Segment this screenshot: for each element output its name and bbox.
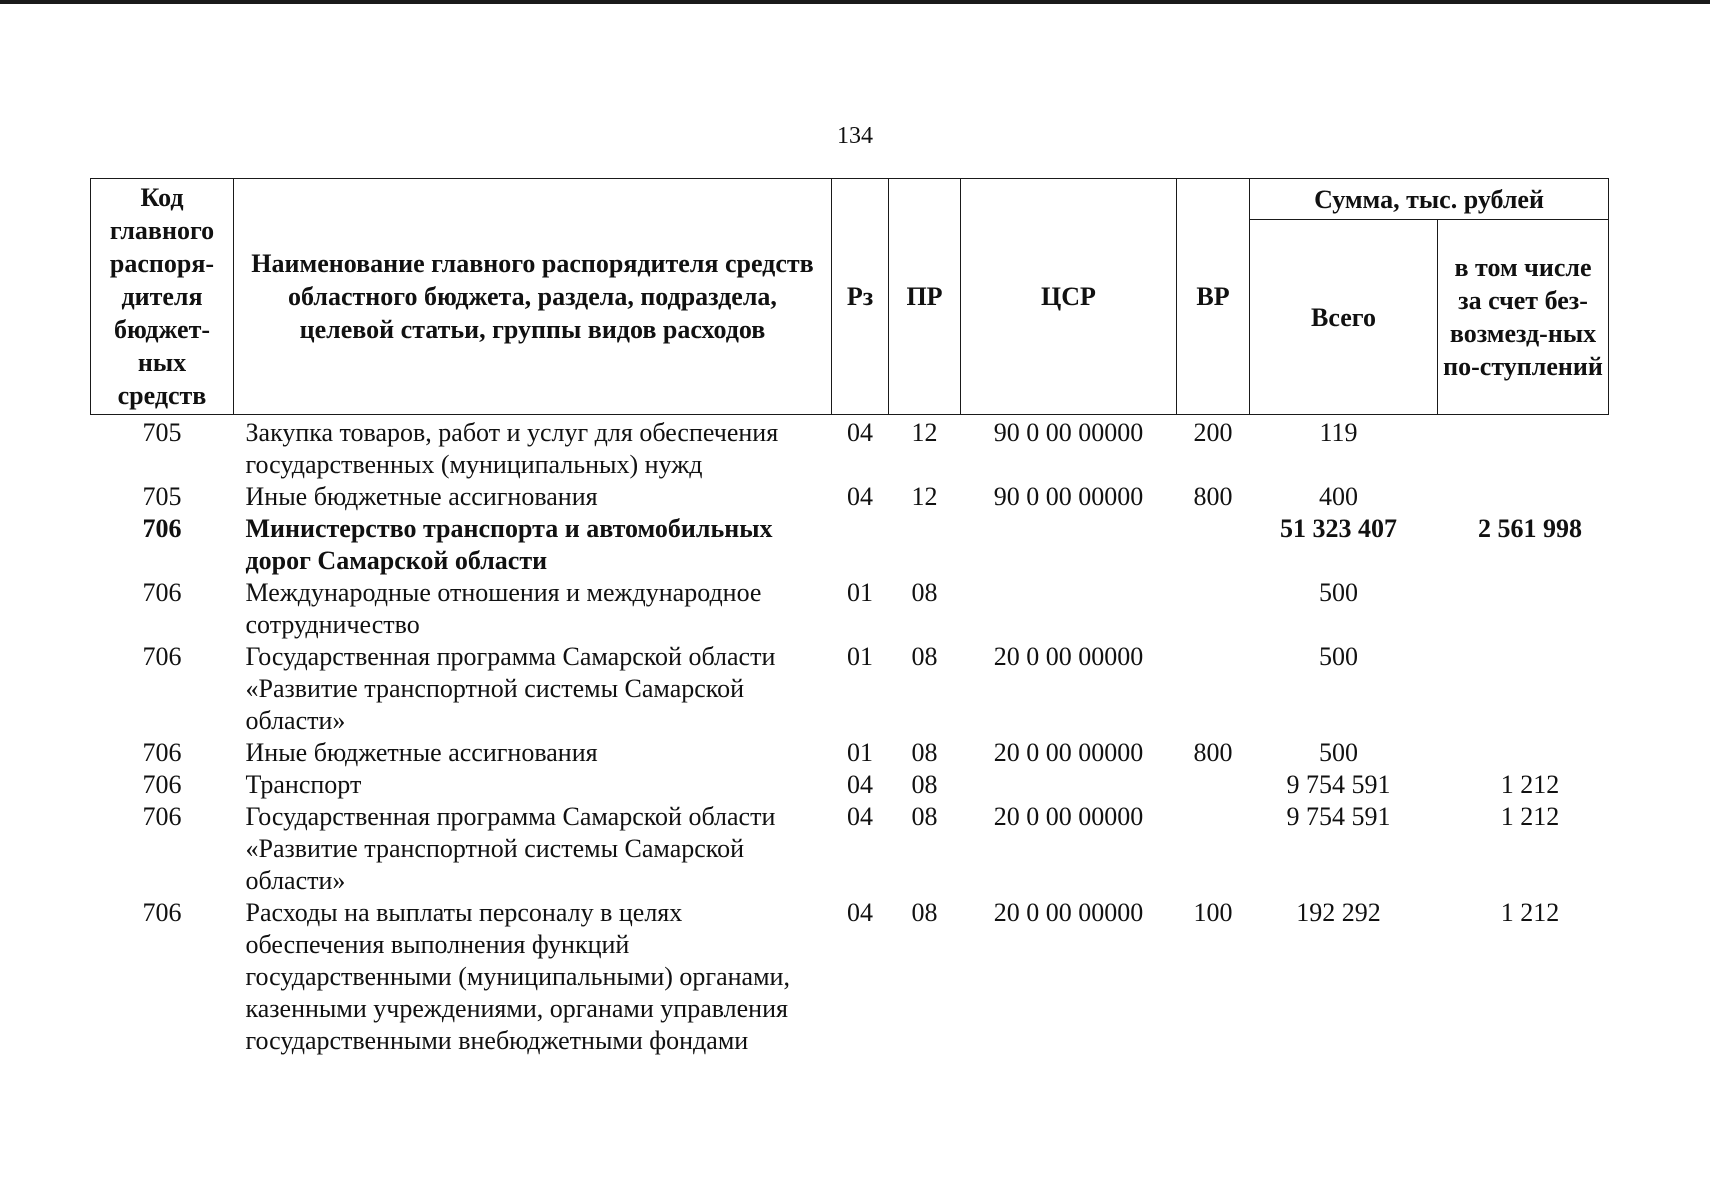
cell-pr — [889, 513, 961, 577]
cell-code: 706 — [142, 578, 182, 607]
cell-pr: 08 — [911, 642, 938, 671]
cell-name: Иные бюджетные ассигнования — [245, 738, 598, 767]
table-row — [91, 415, 1609, 482]
cell-name: Иные бюджетные ассигнования — [245, 482, 598, 511]
cell-vr — [1177, 801, 1250, 897]
cell-csr: 20 0 00 00000 — [993, 802, 1144, 831]
cell-pr: 12 — [911, 418, 938, 447]
cell-total: 51 323 407 — [1280, 514, 1397, 543]
cell-pr: 08 — [911, 802, 938, 831]
header-sum-group: Сумма, тыс. рублей — [1250, 179, 1609, 220]
cell-csr: 20 0 00 00000 — [993, 898, 1144, 927]
cell-total: 9 754 591 — [1286, 802, 1391, 831]
cell-free — [1438, 737, 1609, 769]
cell-rz: 01 — [847, 642, 873, 671]
table-row — [91, 769, 1609, 801]
header-free: в том числе за счет без-возмезд-ных по-ступлений — [1438, 220, 1609, 415]
cell-csr: 20 0 00 00000 — [993, 738, 1144, 767]
cell-code: 706 — [142, 738, 182, 767]
cell-pr: 08 — [911, 578, 938, 607]
cell-name: Министерство транспорта и автомобильных дорог Самарской области — [245, 514, 773, 575]
header-code: Код главного распоря-дителя бюджет-ных средств — [91, 179, 234, 415]
cell-rz: 04 — [847, 802, 873, 831]
cell-vr: 100 — [1193, 898, 1233, 927]
cell-name: Закупка товаров, работ и услуг для обеспечения государственных (муниципальных) нужд — [245, 418, 779, 479]
header-total: Всего — [1250, 220, 1438, 415]
table-row — [91, 513, 1609, 577]
cell-code: 705 — [142, 418, 182, 447]
table-header — [91, 179, 1609, 415]
cell-total: 9 754 591 — [1286, 770, 1391, 799]
cell-code: 705 — [142, 482, 182, 511]
cell-rz: 04 — [847, 898, 873, 927]
cell-rz: 04 — [847, 770, 873, 799]
cell-total: 500 — [1319, 738, 1358, 767]
cell-name: Международные отношения и международное сотрудничество — [245, 578, 762, 639]
cell-name: Транспорт — [245, 770, 362, 799]
cell-vr — [1177, 577, 1250, 641]
cell-free: 1 212 — [1500, 770, 1560, 799]
cell-free: 2 561 998 — [1478, 514, 1582, 543]
cell-total: 119 — [1319, 418, 1358, 447]
cell-code: 706 — [142, 642, 182, 671]
cell-name: Расходы на выплаты персоналу в целях обеспечения выполнения функций государственными (муниципальными) органами, казенными учреждениями, органами управления государственными внебюджетными фондами — [245, 898, 790, 1055]
cell-pr: 08 — [911, 898, 938, 927]
cell-rz — [832, 513, 889, 577]
cell-csr — [961, 513, 1177, 577]
cell-vr — [1177, 769, 1250, 801]
cell-free: 1 212 — [1500, 802, 1560, 831]
header-vr: ВР — [1177, 179, 1250, 415]
cell-vr — [1177, 641, 1250, 737]
header-pr: ПР — [889, 179, 961, 415]
table-row — [91, 801, 1609, 897]
table-row — [91, 641, 1609, 737]
cell-pr: 12 — [911, 482, 938, 511]
cell-free — [1438, 481, 1609, 513]
cell-vr: 800 — [1193, 738, 1233, 767]
cell-name: Государственная программа Самарской области «Развитие транспортной системы Самарской области» — [245, 802, 776, 895]
cell-code: 706 — [142, 802, 182, 831]
cell-csr: 90 0 00 00000 — [993, 418, 1144, 447]
cell-rz: 01 — [847, 738, 873, 767]
cell-csr: 90 0 00 00000 — [993, 482, 1144, 511]
page-number: 134 — [837, 123, 873, 149]
cell-total: 500 — [1319, 642, 1358, 671]
header-csr: ЦСР — [961, 179, 1177, 415]
header-name: Наименование главного распорядителя средств областного бюджета, раздела, подраздела, целевой статьи, группы видов расходов — [234, 179, 832, 415]
cell-free — [1438, 415, 1609, 482]
top-border-line — [0, 0, 1710, 4]
cell-free — [1438, 577, 1609, 641]
budget-table — [90, 178, 1609, 1057]
table-row — [91, 577, 1609, 641]
cell-pr: 08 — [911, 770, 938, 799]
cell-total: 192 292 — [1296, 898, 1381, 927]
cell-rz: 01 — [847, 578, 873, 607]
header-rz: Рз — [832, 179, 889, 415]
cell-code: 706 — [142, 770, 182, 799]
cell-total: 500 — [1319, 578, 1358, 607]
cell-csr: 20 0 00 00000 — [993, 642, 1144, 671]
cell-total: 400 — [1319, 482, 1358, 511]
cell-vr: 200 — [1193, 418, 1233, 447]
table-row — [91, 737, 1609, 769]
cell-csr — [961, 769, 1177, 801]
cell-code: 706 — [142, 898, 182, 927]
cell-code: 706 — [142, 514, 182, 543]
cell-free: 1 212 — [1500, 898, 1560, 927]
cell-rz: 04 — [847, 418, 873, 447]
cell-free — [1438, 641, 1609, 737]
table-body — [91, 415, 1609, 1058]
cell-vr: 800 — [1193, 482, 1233, 511]
cell-name: Государственная программа Самарской области «Развитие транспортной системы Самарской области» — [245, 642, 776, 735]
cell-pr: 08 — [911, 738, 938, 767]
cell-rz: 04 — [847, 482, 873, 511]
table-row — [91, 481, 1609, 513]
table-row — [91, 897, 1609, 1057]
cell-csr — [961, 577, 1177, 641]
cell-vr — [1177, 513, 1250, 577]
